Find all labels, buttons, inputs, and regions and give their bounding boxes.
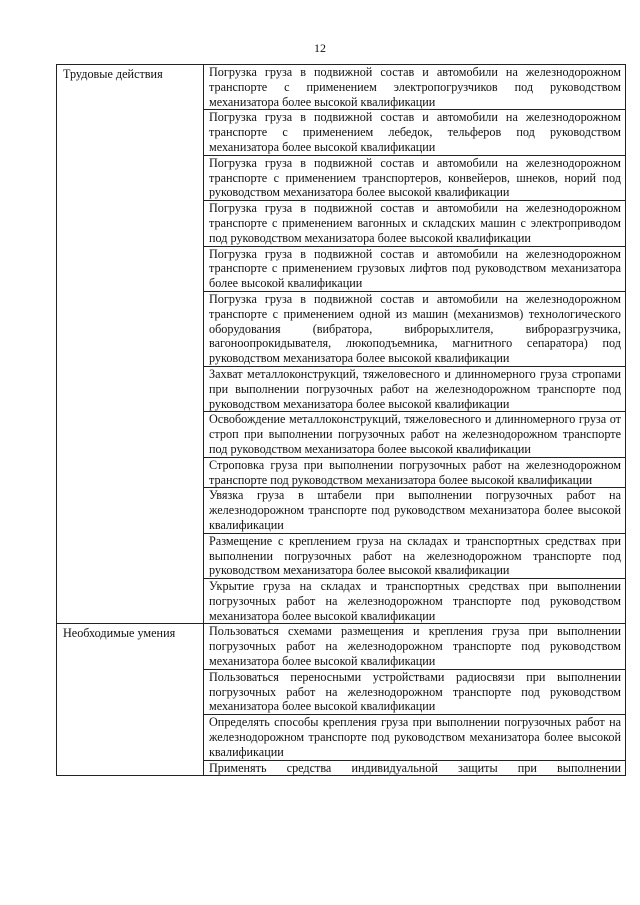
list-item: Определять способы крепления груза при выполнении погрузочных работ на железнодорожном транспорте под руководством механизатора более высокой квалификации (204, 714, 625, 759)
row-label: Трудовые действия (57, 65, 204, 624)
list-item: Захват металлоконструкций, тяжеловесного и длинномерного груза стропами при выполнении погрузочных работ на железнодорожном транспорте под руководством механизатора более высокой квалификации (204, 366, 625, 411)
requirements-table (56, 64, 626, 776)
list-item: Укрытие груза на складах и транспортных средствах при выполнении погрузочных работ на железнодорожном транспорте под руководством механизатора более высокой квалификации (204, 578, 625, 623)
list-item: Увязка груза в штабели при выполнении погрузочных работ на железнодорожном транспорте под руководством механизатора более высокой квалификации (204, 487, 625, 532)
page-number: 12 (314, 41, 326, 55)
row-content (204, 65, 626, 624)
list-item: Применять средства индивидуальной защиты при выполнении (204, 760, 625, 776)
table-row (57, 65, 626, 624)
list-item: Погрузка груза в подвижной состав и автомобили на железнодорожном транспорте с применением одной из машин (механизмов) технологического оборудования (вибратора, виброрыхлителя, виброразгрузчика, вагоноопрокидывателя, люкоподъемника, магнитного сепаратора) под руководством механизатора более высокой квалификации (204, 291, 625, 366)
list-item: Погрузка груза в подвижной состав и автомобили на железнодорожном транспорте с применением электропогрузчиков под руководством механизатора более высокой квалификации (209, 65, 621, 109)
list-item: Пользоваться переносными устройствами радиосвязи при выполнении погрузочных работ на железнодорожном транспорте под руководством механизатора более высокой квалификации (204, 669, 625, 714)
list-item: Размещение с креплением груза на складах и транспортных средствах при выполнении погрузочных работ на железнодорожном транспорте под руководством механизатора более высокой квалификации (204, 533, 625, 578)
table-row (57, 624, 626, 776)
list-item: Погрузка груза в подвижной состав и автомобили на железнодорожном транспорте с применением лебедок, тельферов под руководством механизатора более высокой квалификации (204, 109, 625, 154)
list-item: Погрузка груза в подвижной состав и автомобили на железнодорожном транспорте с применением вагонных и складских машин с электроприводом под руководством механизатора более высокой квалификации (204, 200, 625, 245)
row-label: Необходимые умения (57, 624, 204, 776)
list-item: Строповка груза при выполнении погрузочных работ на железнодорожном транспорте под руководством механизатора более высокой квалификации (204, 457, 625, 488)
list-item: Освобождение металлоконструкций, тяжеловесного и длинномерного груза от строп при выполнении погрузочных работ на железнодорожном транспорте под руководством механизатора более высокой квалификации (204, 411, 625, 456)
list-item: Погрузка груза в подвижной состав и автомобили на железнодорожном транспорте с применением транспортеров, конвейеров, шнеков, норий под руководством механизатора более высокой квалификации (204, 155, 625, 200)
list-item: Пользоваться схемами размещения и крепления груза при выполнении погрузочных работ на железнодорожном транспорте под руководством механизатора более высокой квалификации (209, 624, 621, 669)
list-item: Погрузка груза в подвижной состав и автомобили на железнодорожном транспорте с применением грузовых лифтов под руководством механизатора более высокой квалификации (204, 246, 625, 291)
row-content (204, 624, 626, 776)
